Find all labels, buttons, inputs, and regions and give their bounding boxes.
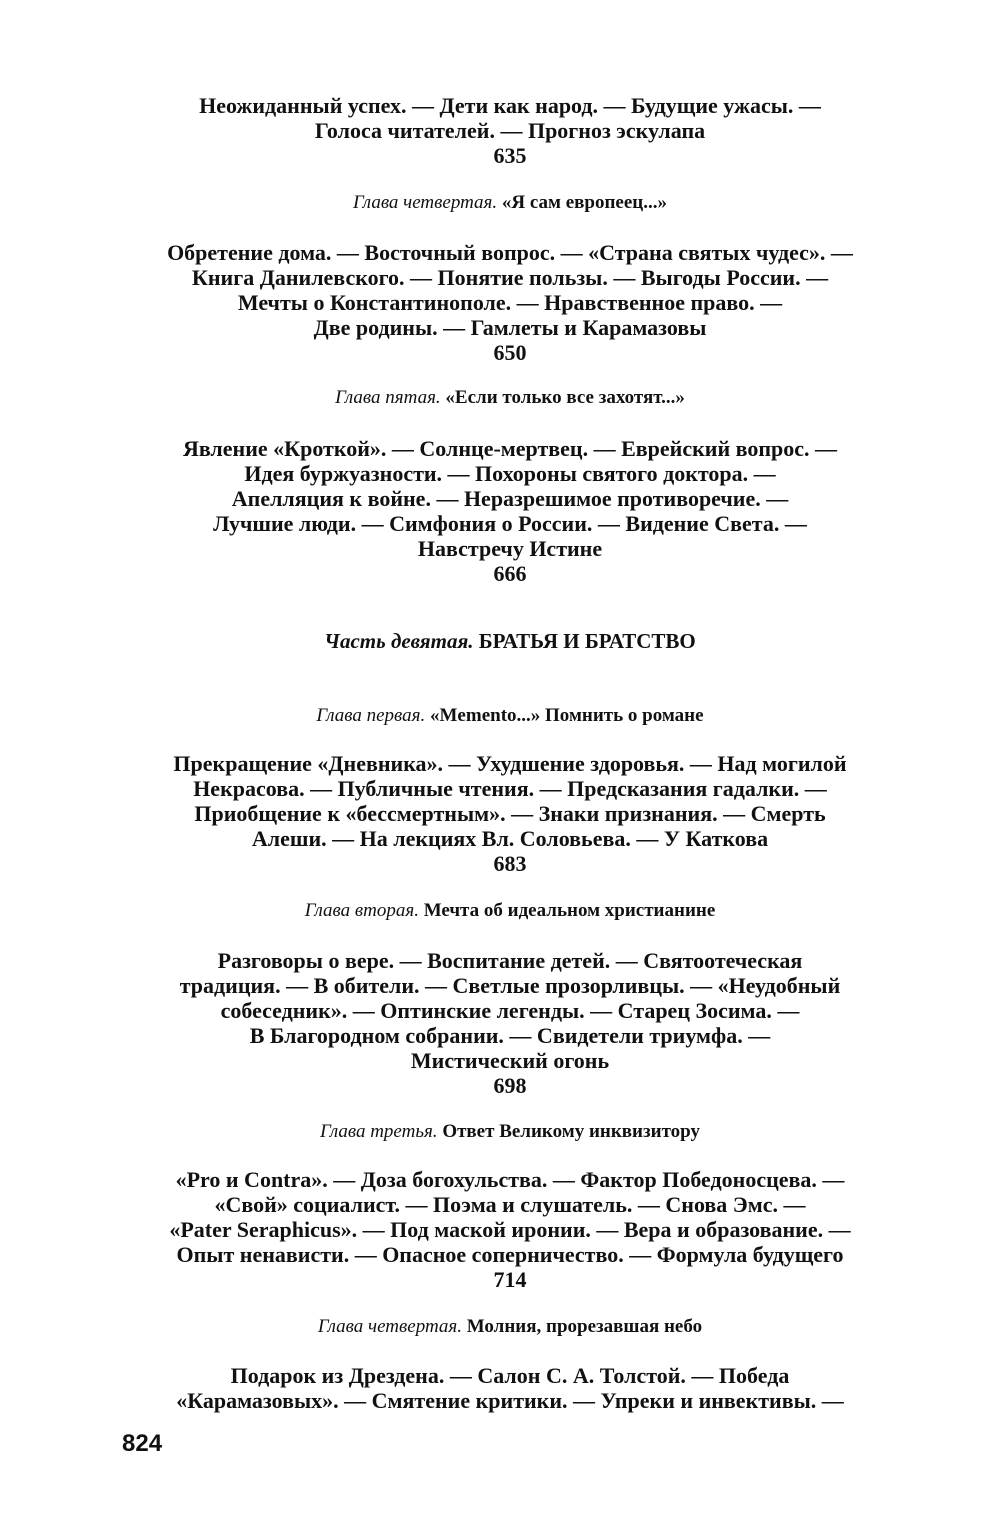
toc-entry-line: Мистический огонь bbox=[410, 1048, 610, 1073]
toc-entry-body bbox=[130, 93, 890, 168]
chapter-title: «Memento...» Помнить о романе bbox=[430, 705, 704, 726]
toc-entry-body bbox=[130, 436, 890, 586]
part-label: Часть девятая. bbox=[324, 629, 474, 653]
chapter-label: Глава третья. bbox=[320, 1121, 438, 1142]
toc-entry-line: Приобщение к «бессмертным». — Знаки признания. — Смерть bbox=[194, 801, 826, 826]
toc-entry-line: собеседник». — Оптинские легенды. — Старец Зосима. — bbox=[220, 998, 800, 1023]
toc-entry-body bbox=[130, 1167, 890, 1292]
toc-entry-line: Навстречу Истине bbox=[417, 536, 603, 561]
chapter-label: Глава пятая. bbox=[335, 387, 441, 408]
chapter-label: Глава четвертая. bbox=[353, 192, 498, 213]
toc-page-number: 683 bbox=[493, 851, 527, 876]
chapter-title: Мечта об идеальном христианине bbox=[423, 900, 716, 921]
toc-entry-line: традиция. — В обители. — Светлые прозорливцы. — «Неудобный bbox=[179, 973, 841, 998]
toc-entry-line: Книга Данилевского. — Понятие пользы. — Выгоды России. — bbox=[191, 265, 829, 290]
toc-page-number: 698 bbox=[493, 1073, 527, 1098]
chapter-title: Молния, прорезавшая небо bbox=[466, 1316, 703, 1337]
part-title: БРАТЬЯ И БРАТСТВО bbox=[478, 629, 696, 653]
toc-entry-line: Мечты о Константинополе. — Нравственное право. — bbox=[237, 290, 783, 315]
toc-entry-line: Явление «Кроткой». — Солнце-мертвец. — Еврейский вопрос. — bbox=[182, 436, 838, 461]
toc-entry-line: Идея буржуазности. — Похороны святого доктора. — bbox=[244, 461, 776, 486]
toc-entry-line: Апелляция к войне. — Неразрешимое противоречие. — bbox=[231, 486, 789, 511]
part-heading bbox=[130, 628, 890, 654]
chapter-title: «Я сам европеец...» bbox=[501, 192, 667, 213]
chapter-label: Глава вторая. bbox=[304, 900, 419, 921]
toc-entry-line: Опыт ненависти. — Опасное соперничество. — Формула будущего bbox=[176, 1242, 844, 1267]
toc-page-number: 650 bbox=[493, 340, 527, 365]
toc-entry-body bbox=[130, 1363, 890, 1413]
toc-entry-line: Обретение дома. — Восточный вопрос. — «Страна святых чудес». — bbox=[167, 240, 853, 265]
toc-entry-line: «Карамазовых». — Смятение критики. — Упреки и инвективы. — bbox=[176, 1388, 844, 1413]
toc-entry-line: Неожиданный успех. — Дети как народ. — Будущие ужасы. — bbox=[199, 93, 821, 118]
chapter-label: Глава первая. bbox=[316, 705, 426, 726]
toc-entry-line: Подарок из Дрездена. — Салон С. А. Толстой. — Победа bbox=[230, 1363, 790, 1388]
chapter-heading bbox=[130, 899, 890, 923]
chapter-heading bbox=[130, 386, 890, 410]
chapter-heading bbox=[130, 1315, 890, 1339]
chapter-label: Глава четвертая. bbox=[317, 1316, 462, 1337]
toc-entry-line: «Pro и Contra». — Доза богохульства. — Фактор Победоносцева. — bbox=[175, 1167, 845, 1192]
toc-entry-line: «Pater Seraphicus». — Под маской иронии. — Вера и образование. — bbox=[169, 1217, 851, 1242]
toc-entry-line: Разговоры о вере. — Воспитание детей. — Святоотеческая bbox=[217, 948, 803, 973]
chapter-heading bbox=[130, 704, 890, 728]
toc-entry-line: Алеши. — На лекциях Вл. Соловьева. — У Каткова bbox=[251, 826, 769, 851]
toc-entry-line: В Благородном собрании. — Свидетели триумфа. — bbox=[249, 1023, 771, 1048]
toc-page-number: 635 bbox=[493, 143, 527, 168]
chapter-heading bbox=[130, 1120, 890, 1144]
toc-entry-line: Голоса читателей. — Прогноз эскулапа bbox=[314, 118, 706, 143]
toc-entry-line: Прекращение «Дневника». — Ухудшение здоровья. — Над могилой bbox=[173, 751, 847, 776]
toc-page-number: 666 bbox=[493, 561, 527, 586]
toc-entry-line: Некрасова. — Публичные чтения. — Предсказания гадалки. — bbox=[193, 776, 827, 801]
toc-entry-line: «Свой» социалист. — Поэма и слушатель. — Снова Эмс. — bbox=[214, 1192, 806, 1217]
page-number: 824 bbox=[122, 1430, 163, 1457]
toc-entry-line: Две родины. — Гамлеты и Карамазовы bbox=[313, 315, 707, 340]
toc-page-number: 714 bbox=[493, 1267, 527, 1292]
toc-entry-body bbox=[130, 240, 890, 365]
toc-entry-body bbox=[130, 751, 890, 876]
chapter-title: «Если только все захотят...» bbox=[445, 387, 685, 408]
toc-entry-line: Лучшие люди. — Симфония о России. — Видение Света. — bbox=[213, 511, 807, 536]
toc-entry-body bbox=[130, 948, 890, 1098]
chapter-heading bbox=[130, 191, 890, 215]
chapter-title: Ответ Великому инквизитору bbox=[442, 1121, 700, 1142]
